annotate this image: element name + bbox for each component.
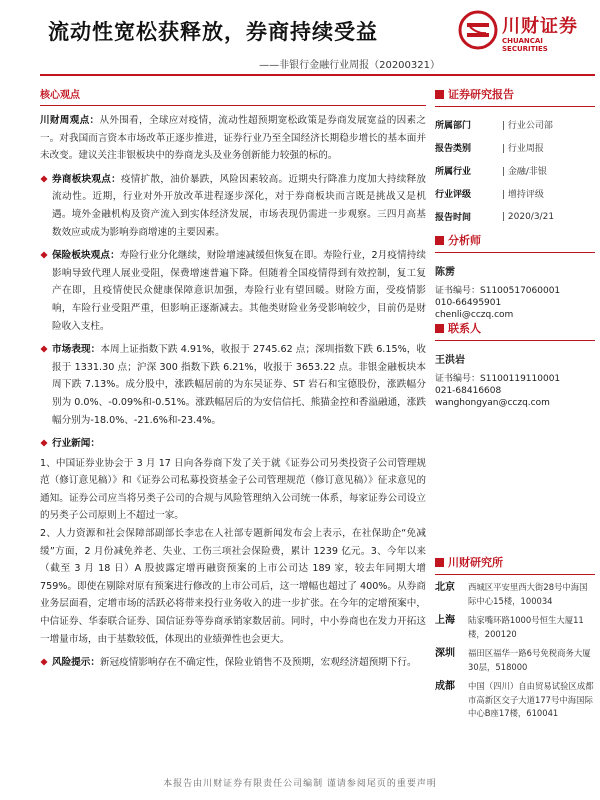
office-entry	[435, 680, 595, 721]
broker-view-paragraph	[40, 171, 426, 241]
news-item: 2、人力资源和社会保障部副部长李忠在人社部专题新闻发布会上表示，在社保助企“免减缓”方面，2 月份减免养老、失业、工伤三项社会保险费，累计 1239 亿元。3、今年以来（截至 3 月 18 日）A 股披露定增再融资预案的上市公司达 189 家，较去年同期大增 759%。即使在剔除对原有预案进行修改的上市公司后，这一增幅也超过了 400%。从券商业务层面看，定增市场的活跃必将带来投行业务收入的进一步扩张。在今年的定增预案中，中信证券、华泰联合证券、国信证券等券商承销家数居前。同时，中小券商也在发力开拓这一增量市场，由于基数较低，体现出的业绩弹性也会更大。	[40, 528, 426, 645]
info-row	[435, 159, 595, 182]
info-value: | 行业周报	[502, 144, 544, 154]
office-address: 福田区福华一路6号免税商务大厦30层，518000	[468, 648, 591, 672]
contact-name: 王洪岩	[435, 355, 465, 366]
chuancai-logo-icon	[458, 10, 498, 50]
diamond-bullet-icon	[40, 658, 48, 666]
info-row	[435, 113, 595, 136]
analyst-title: 分析师	[448, 234, 481, 247]
info-row	[435, 136, 595, 159]
main-content	[40, 86, 426, 678]
office-address: 中国（四川）自由贸易试验区成都市高新区交子大道177号中海国际中心B座17楼，610041	[468, 681, 594, 718]
weekly-view-paragraph	[40, 112, 426, 165]
analyst-name: 陈雳	[435, 267, 455, 278]
office-city: 成都	[435, 681, 455, 692]
info-value: | 金融/非银	[502, 167, 547, 177]
office-address: 西城区平安里西大街28号中海国际中心15楼，100034	[468, 582, 588, 606]
office-city: 北京	[435, 582, 455, 593]
info-key: 所属行业	[435, 167, 472, 177]
contact-email[interactable]: wanghongyan@cczq.com	[435, 398, 550, 408]
page-footer: 本报告由川财证券有限责任公司编制 谨请参阅尾页的重要声明	[163, 779, 437, 789]
square-bullet-icon	[435, 90, 444, 99]
core-divider	[40, 105, 426, 106]
news-item: 1、中国证券业协会于 3 月 17 日向各券商下发了关于就《证券公司另类投资子公司管理规范（修订意见稿）》和《证券公司私募投资基金子公司管理规范（修订意见稿）》征求意见的通知。证券公司应当将另类子公司的合规与风险管理纳入公司统一体系，每家证券公司设立的另类子公司原则上不超过一家。	[40, 457, 426, 522]
insurance-view-paragraph	[40, 247, 426, 335]
office-entry	[435, 581, 595, 608]
office-city: 上海	[435, 615, 455, 626]
market-performance-text: 本周上证指数下跌 4.91%，收报于 2745.62 点；深圳指数下跌 6.15%，收报于 1331.30 点；沪深 300 指数下跌 6.21%，收报于 3653.22 点。非银金融板块本周下跌 7.13%。成分股中，涨跌幅居前的为东吴证券、ST 岩石和宝德股份，涨跌幅分别为 0.0%、-0.09%和-0.51%。涨跌幅居后的为安信信托、熊猫金控和香溢融通，涨跌幅分别为-18.0%、-21.6%和-23.4%。	[52, 344, 427, 426]
diamond-bullet-icon	[40, 251, 48, 259]
risk-warning-text: 新冠疫情影响存在不确定性，保险业销售不及预期，宏观经济超预期下行。	[99, 657, 417, 669]
contact-card	[435, 355, 595, 409]
contact-phone: 021-68416608	[435, 386, 502, 396]
broker-view-label: 券商板块观点：	[52, 173, 121, 185]
industry-news-label: 行业新闻：	[52, 438, 100, 450]
report-info-divider	[435, 106, 595, 107]
market-performance-label: 市场表现：	[52, 344, 101, 356]
header-divider	[40, 74, 595, 76]
square-bullet-icon	[435, 558, 444, 567]
analyst-email[interactable]: chenli@cczq.com	[435, 310, 514, 320]
info-key: 行业评级	[435, 190, 472, 200]
core-view-title: 核心观点	[40, 90, 80, 101]
info-key: 报告类别	[435, 144, 472, 154]
logo-text-cn: 川财证券	[502, 16, 578, 37]
diamond-bullet-icon	[40, 345, 48, 353]
report-info-panel	[435, 86, 595, 228]
risk-warning-paragraph	[40, 654, 426, 672]
insurance-view-label: 保险板块观点：	[52, 250, 120, 262]
contact-panel	[435, 320, 595, 409]
info-value: | 行业公司部	[502, 121, 553, 131]
report-info-title: 证券研究报告	[448, 88, 514, 101]
office-entry	[435, 647, 595, 674]
risk-warning-label: 风险提示：	[52, 657, 100, 669]
contact-heading	[435, 320, 595, 336]
contact-cert: 证书编号：S1100119110001	[435, 374, 561, 384]
info-row	[435, 205, 595, 228]
square-bullet-icon	[435, 324, 444, 333]
market-performance-paragraph	[40, 341, 426, 429]
broker-view-text: 疫情扩散，油价暴跌，风险因素较高。近期央行降准力度加大持续释放流动性。近期，行业对外开放改革进程逐步深化，对于券商板块而言既是挑战又是机遇。境外金融机构及资产流入到实体经济发展，市场表现仍需进一步观察。三四月高基数效应或成为影响券商增速的主要因素。	[52, 173, 427, 238]
company-logo	[458, 10, 588, 52]
logo-text-en: CHUANCAI SECURITIES	[502, 37, 548, 53]
weekly-view-label: 川财周观点：	[40, 115, 100, 126]
office-entry	[435, 614, 595, 641]
analyst-heading	[435, 232, 595, 248]
contact-title: 联系人	[448, 322, 481, 335]
square-bullet-icon	[435, 236, 444, 245]
insurance-view-text: 寿险行业分化继续，财险增速减缓但恢复在即。寿险行业，2月疫情持续影响导致代理人展业受阻，保费增速普遍下降。但随着全国疫情得到有效控制，复工复产在即，且疫情使民众健康保障意识加强，寿险行业有望回暖。财险方面，受疫情影响，车险行业受阻严重，但影响正逐渐减去。其他类财险业务受影响较少，目前仍是财险收入支柱。	[52, 250, 427, 332]
diamond-bullet-icon	[40, 439, 48, 447]
info-value: | 增持评级	[502, 190, 544, 200]
report-title: 流动性宽松获释放，券商持续受益	[48, 20, 378, 44]
info-value: | 2020/3/21	[502, 211, 555, 222]
diamond-bullet-icon	[40, 175, 48, 183]
info-key: 报告时间	[435, 213, 472, 223]
office-city: 深圳	[435, 648, 455, 659]
institute-title: 川财研究所	[448, 556, 503, 569]
analyst-phone: 010-66495901	[435, 298, 502, 308]
analyst-card	[435, 267, 595, 321]
analyst-cert: 证书编号：S1100517060001	[435, 286, 561, 296]
contact-divider	[435, 340, 595, 341]
report-subtitle: ——非银行金融行业周报（20200321）	[259, 60, 440, 71]
analyst-divider	[435, 252, 595, 253]
info-row	[435, 182, 595, 205]
institute-divider	[435, 574, 595, 575]
weekly-view-text: 从外围看，全球应对疫情，流动性超预期宽松政策是券商发展宽益的因素之一。对我国而言资本市场改革正逐步推进，证券行业乃至全国经济长期稳步增长的基本面并未改变。建议关注非银板块中的券商龙头及业务创新能力较强的标的。	[40, 115, 427, 162]
industry-news-heading	[40, 435, 426, 453]
info-key: 所属部门	[435, 121, 472, 131]
institute-panel	[435, 554, 595, 727]
report-info-heading	[435, 86, 595, 102]
office-address: 陆家嘴环路1000号恒生大厦11楼，200120	[468, 615, 584, 639]
institute-heading	[435, 554, 595, 570]
analyst-panel	[435, 232, 595, 321]
